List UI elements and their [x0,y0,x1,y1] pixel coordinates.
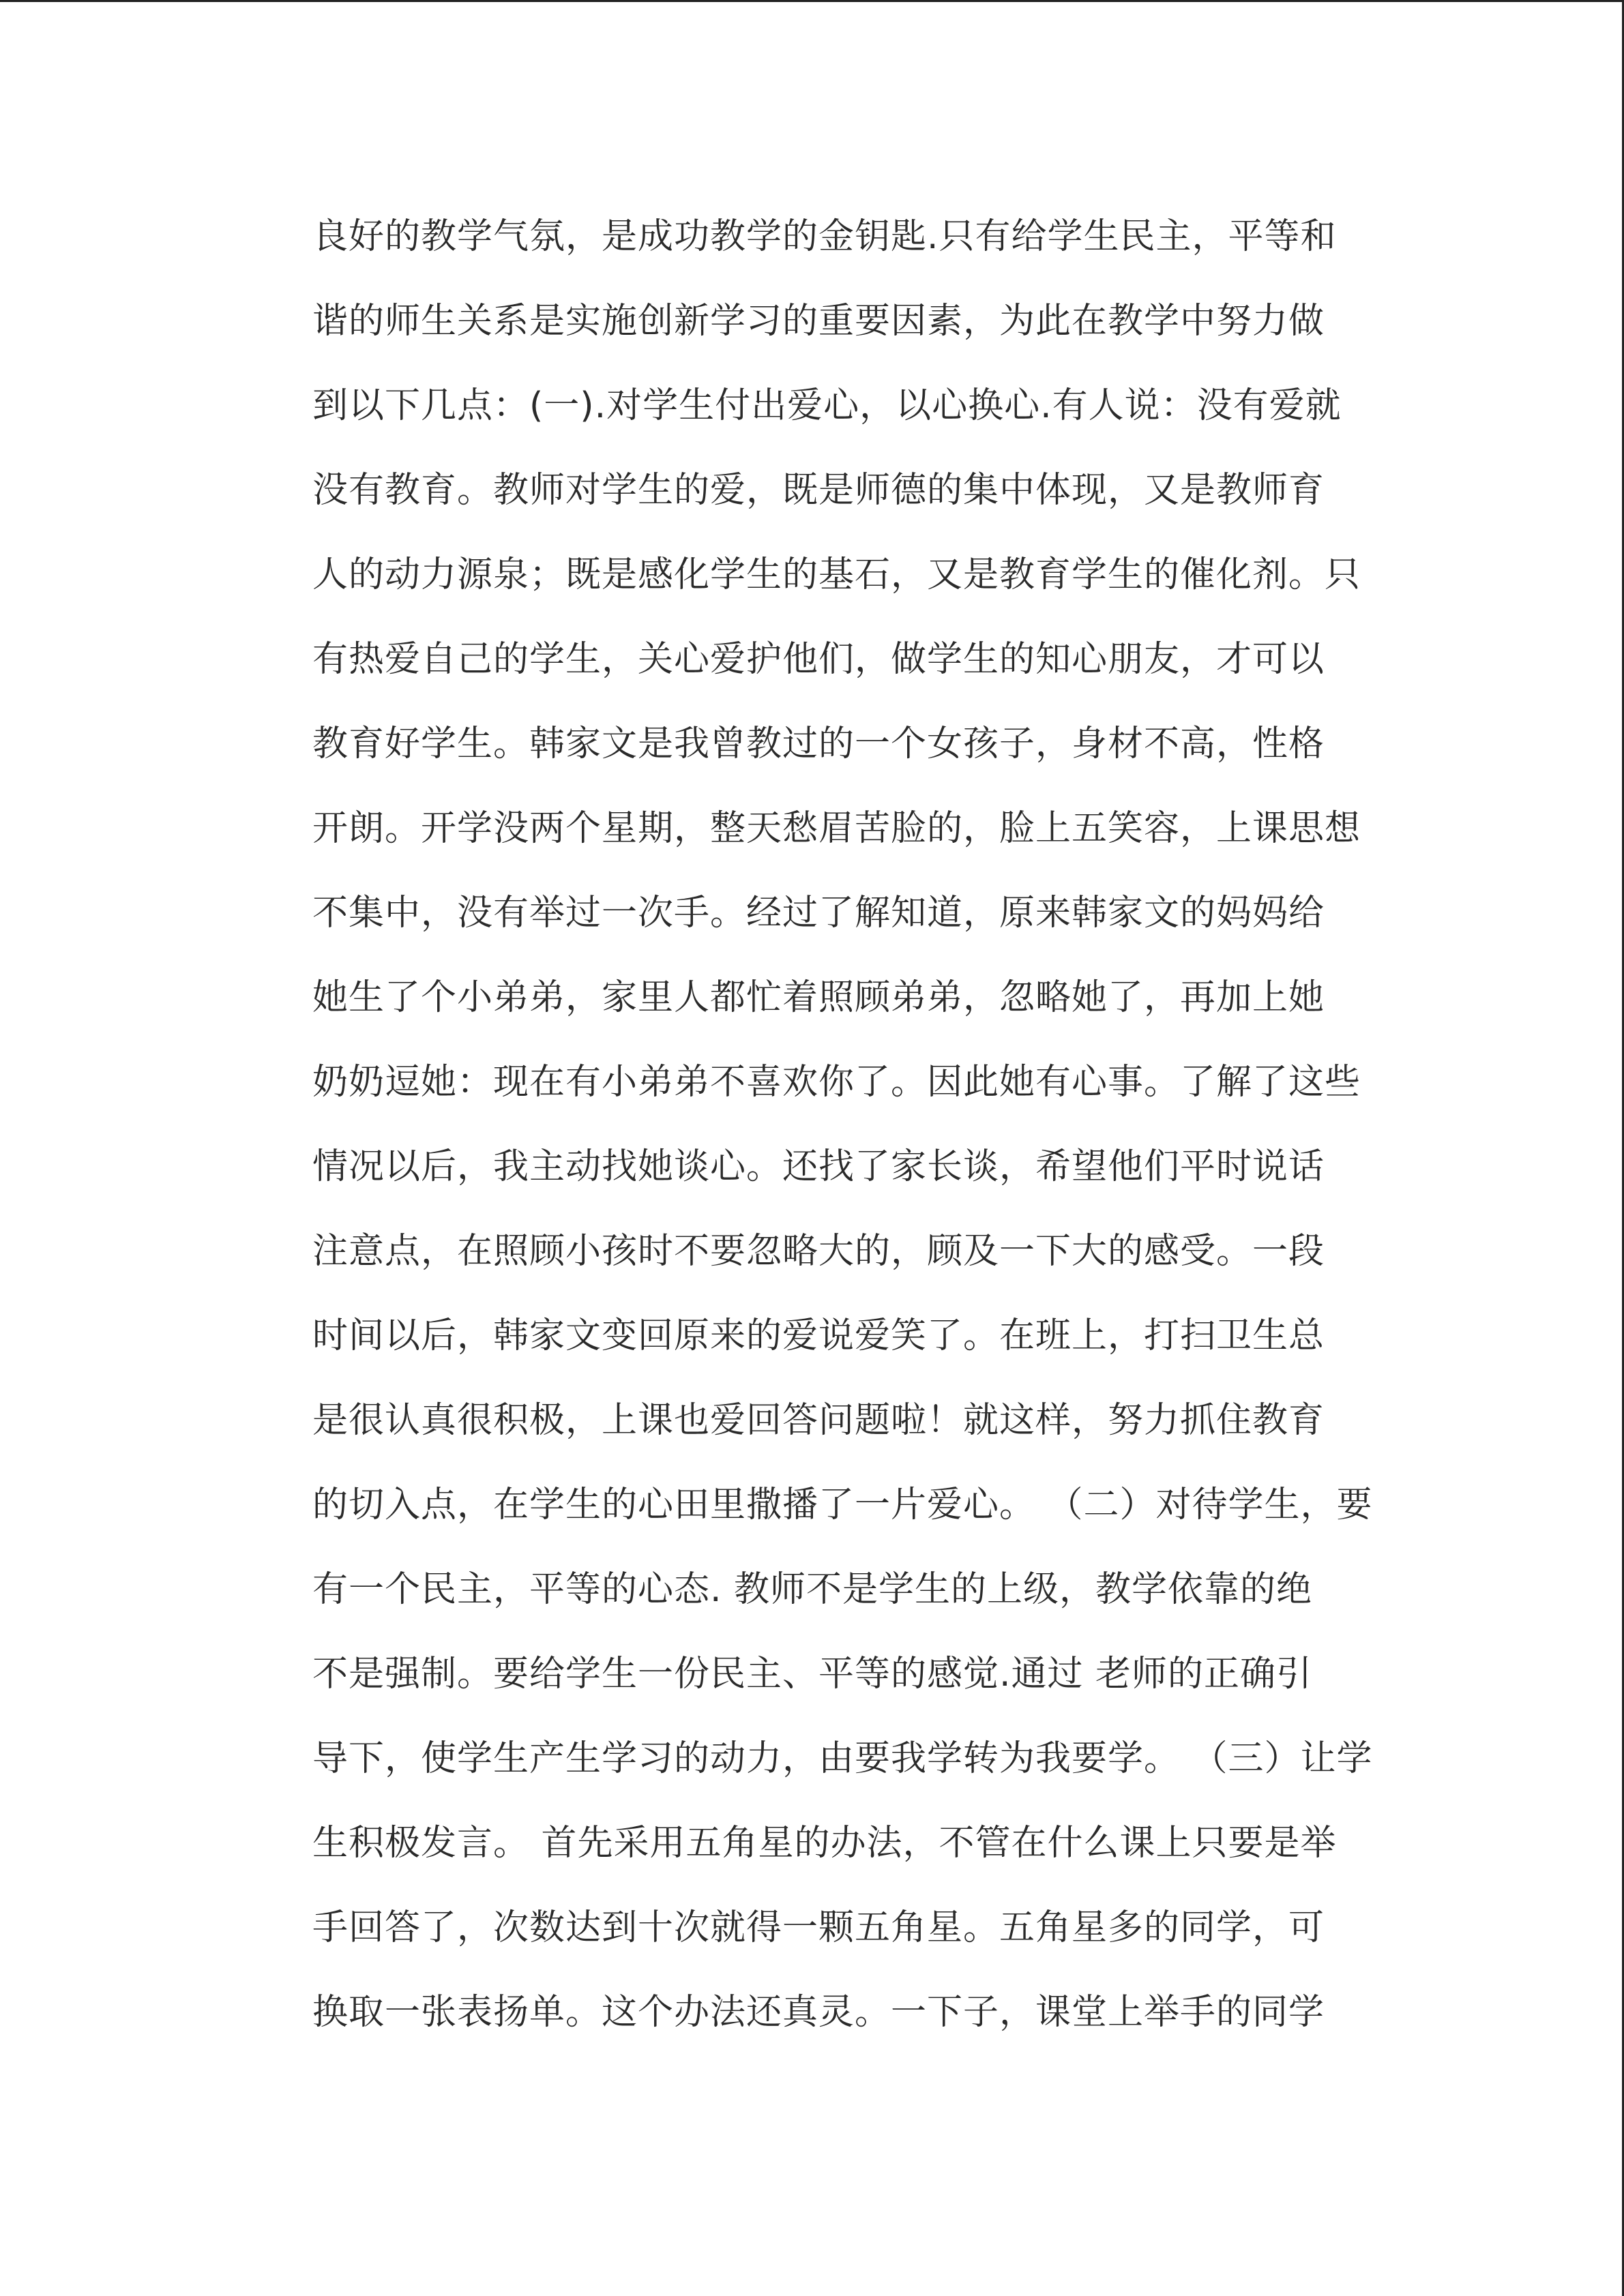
page-top-border [0,0,1624,2]
text-line: 手回答了，次数达到十次就得一颗五角星。五角星多的同学，可 [312,1907,1325,1948]
text-line: 注意点，在照顾小孩时不要忽略大的，顾及一下大的感受。一段 [312,1231,1325,1272]
text-line: 教育好学生。韩家文是我曾教过的一个女孩子，身材不高，性格 [312,724,1325,764]
text-line: 时间以后，韩家文变回原来的爱说爱笑了。在班上，打扫卫生总 [312,1315,1325,1356]
text-line: 导下，使学生产生学习的动力，由要我学转为我要学。 （三）让学 [312,1738,1373,1779]
text-line: 到以下几点：(一).对学生付出爱心，以心换心.有人说：没有爱就 [312,385,1342,426]
text-line: 情况以后，我主动找她谈心。还找了家长谈，希望他们平时说话 [312,1146,1325,1187]
text-line: 奶奶逗她：现在有小弟弟不喜欢你了。因此她有心事。了解了这些 [312,1062,1361,1103]
document-body [312,194,1387,2055]
text-line: 良好的教学气氛，是成功教学的金钥匙.只有给学生民主，平等和 [312,216,1337,257]
text-line: 换取一张表扬单。这个办法还真灵。一下子，课堂上举手的同学 [312,1992,1325,2033]
text-line: 不是强制。要给学生一份民主、平等的感觉.通过 老师的正确引 [312,1654,1313,1695]
text-line: 人的动力源泉；既是感化学生的基石，又是教育学生的催化剂。只 [312,554,1361,595]
text-line: 谐的师生关系是实施创新学习的重要因素，为此在教学中努力做 [312,301,1325,342]
text-line: 有一个民主，平等的心态. 教师不是学生的上级，教学依靠的绝 [312,1569,1313,1610]
text-line: 的切入点，在学生的心田里撒播了一片爱心。 （二）对待学生，要 [312,1485,1373,1525]
text-line: 生积极发言。 首先采用五角星的办法，不管在什么课上只要是举 [312,1823,1337,1864]
text-line: 有热爱自己的学生，关心爱护他们，做学生的知心朋友，才可以 [312,639,1325,680]
text-line: 没有教育。教师对学生的爱，既是师德的集中体现，又是教师育 [312,470,1325,511]
text-line: 是很认真很积极，上课也爱回答问题啦！就这样，努力抓住教育 [312,1400,1325,1441]
text-line: 不集中，没有举过一次手。经过了解知道，原来韩家文的妈妈给 [312,893,1325,934]
text-line: 开朗。开学没两个星期，整天愁眉苦脸的，脸上五笑容，上课思想 [312,808,1361,849]
text-line: 她生了个小弟弟，家里人都忙着照顾弟弟，忽略她了，再加上她 [312,977,1325,1018]
